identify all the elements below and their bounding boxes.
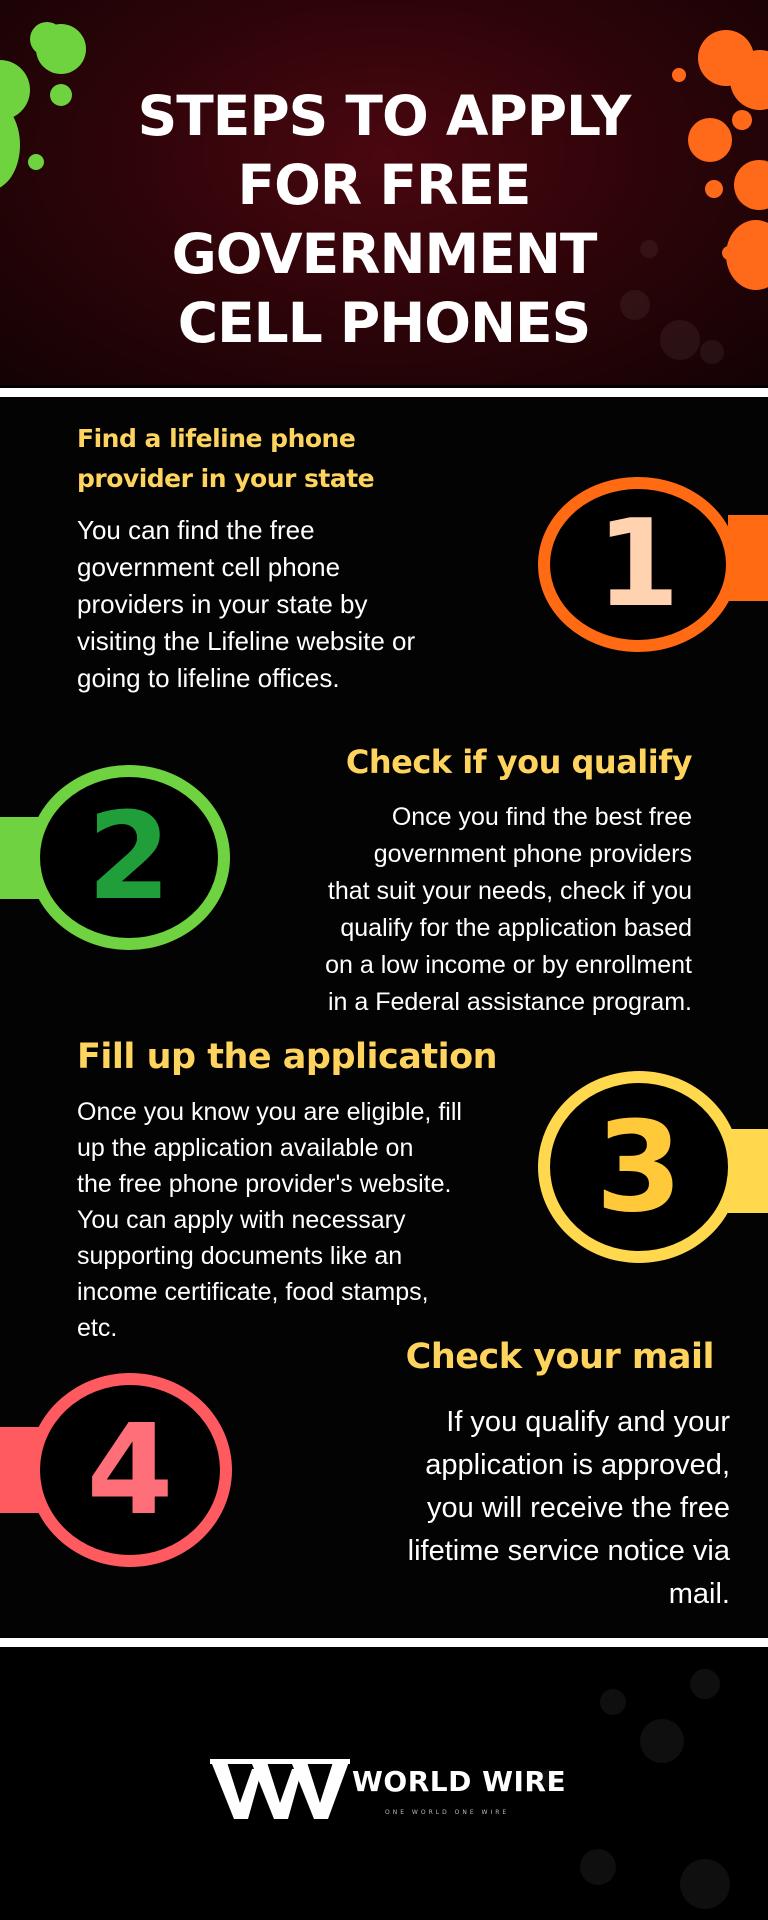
page-title: STEPS TO APPLY FOR FREE GOVERNMENT CELL PHONES [137,84,631,355]
header-banner [0,0,768,385]
bokeh-decoration [600,1689,626,1715]
green-bubble-decoration [28,154,44,170]
world-wire-logo-icon [210,1759,350,1819]
footer [0,1649,768,1920]
bokeh-decoration [640,1719,684,1763]
step-4-text: If you qualify and your application is approved, you will receive the free lifetime service notice via mail. [407,1406,730,1610]
divider-top [0,388,768,397]
green-bubble-decoration [50,84,72,106]
bokeh-decoration [700,340,724,364]
step-1-text: You can find the free government cell phone providers in your state by visiting the Lifeline website or going to lifeline offices. [77,515,416,693]
bokeh-decoration [680,1859,730,1909]
green-bubble-decoration [36,24,86,74]
step-2-title: Check if you qualify [345,743,692,781]
brand-name: WORLD WIRE [352,1765,567,1798]
step-2-number: 2 [87,787,171,927]
step-3-text: Once you know you are eligible, fill up the application available on the free phone provider's website. You can apply with necessary supporting documents like an income certificate, food stamps, etc. [77,1098,462,1342]
step-2-text: Once you find the best free government phone providers that suit your needs, check if you qualify for the application based on a low income or by enrollment in a Federal assistance program. [325,803,692,1016]
steps-panel [0,397,768,1637]
orange-bubble-decoration [688,118,732,162]
orange-bubble-decoration [705,180,723,198]
step-4-number-badge [28,1373,232,1567]
step-1-title: Find a lifeline phone provider in your state [77,424,375,493]
step-4-title: Check your mail [405,1337,714,1377]
brand-tagline: ONE WORLD ONE WIRE [385,1809,510,1816]
divider-bottom [0,1638,768,1647]
step-3-title: Fill up the application [77,1037,498,1077]
step-1-number: 1 [596,494,680,634]
step-3-number-badge [538,1071,740,1263]
step-1-number-badge [538,477,738,652]
orange-bubble-decoration [734,160,768,210]
step-4-number: 4 [86,1397,174,1543]
orange-bubble-decoration [722,246,736,260]
step-2-number-badge [28,765,230,950]
bokeh-decoration [690,1669,720,1699]
step-3-number: 3 [595,1094,683,1240]
orange-bubble-decoration [672,68,686,82]
orange-bubble-decoration [732,110,752,130]
bokeh-decoration [580,1849,616,1885]
